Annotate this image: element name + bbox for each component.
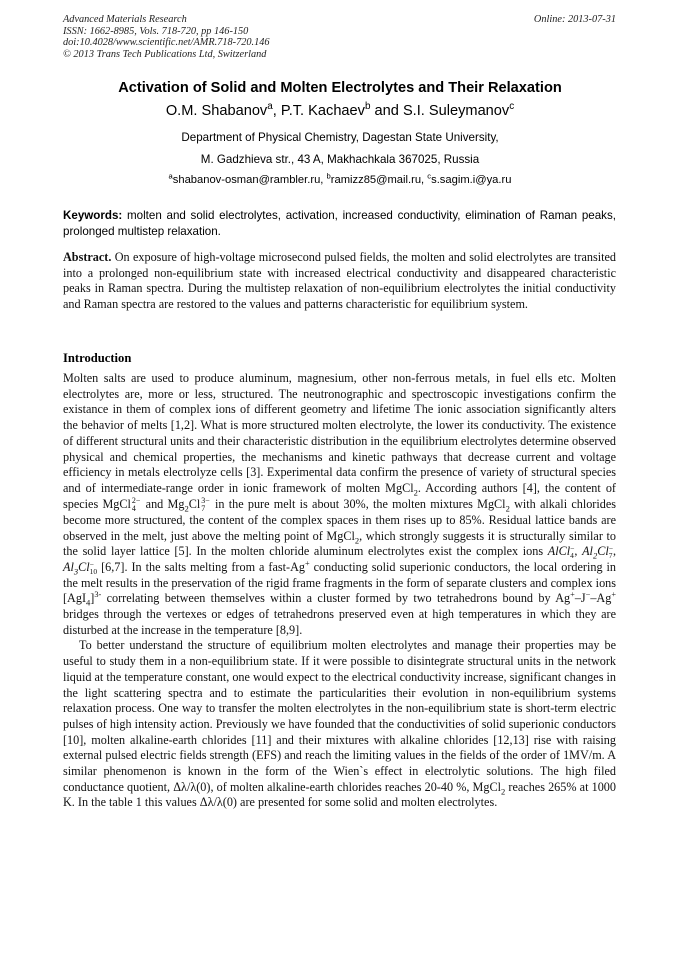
subscript: 2: [184, 503, 189, 514]
text-run: Cl: [188, 496, 201, 511]
formula: Al: [63, 559, 74, 574]
text-run: . According authors [4], the content of species MgCl: [63, 480, 616, 511]
subscript: 4: [86, 597, 91, 608]
superscript: −: [89, 560, 94, 570]
online-date: Online: 2013-07-31: [533, 14, 616, 25]
superscript: −: [570, 544, 575, 554]
text-run: ,: [612, 544, 616, 559]
subscript: 4: [570, 551, 574, 561]
text-run: ,: [574, 544, 583, 559]
author-separator: and: [370, 103, 403, 119]
affiliation-mark: c: [509, 101, 515, 113]
affiliation-address: M. Gadzhieva str., 43 A, Makhachkala 367025, Russia: [200, 153, 480, 166]
keywords-block: [63, 208, 616, 239]
formula: Cl: [597, 544, 609, 559]
superscript: 2−: [131, 495, 141, 505]
paragraph: [63, 638, 616, 811]
superscript: 3-: [94, 590, 102, 600]
email-link[interactable]: s.sagim.i@ya.ru: [431, 174, 512, 186]
keywords-label: Keywords:: [63, 209, 123, 222]
text-run: and Mg: [141, 496, 185, 511]
paragraph: [63, 371, 616, 638]
affiliation-mark: b: [364, 101, 371, 113]
email-mark: a: [168, 171, 173, 181]
abstract-text: On exposure of high-voltage microsecond pulsed fields, the molten and solid electrolytes are transited into a prolonged non-equilibrium state with increased electrical conductivity and disappeared characteristic peaks in Raman spectra. During the multistep relaxation of non-equilibrium electrolytes the initial conductivity and Raman spectra are restored to the values and patterns characteristic for equilibrium system.: [63, 250, 616, 312]
superscript: 3−: [201, 495, 210, 505]
text-run: bridges through the vertexes or edges of tetrahedrons preserved even at high temperatures in which they are disturbed at the increase in the temperature [8,9].: [63, 607, 616, 637]
subscript: 10: [89, 567, 98, 577]
introduction-body: [63, 371, 616, 811]
formula: Cl: [78, 559, 90, 574]
formula: AlCl: [547, 544, 571, 559]
subscript: 3: [73, 566, 79, 577]
superscript: +: [570, 590, 575, 600]
formula: Al: [582, 544, 593, 559]
abstract-label: Abstract.: [63, 250, 112, 264]
author-list: [40, 103, 640, 119]
text-run: reaches 265% at 1000 K. In the table 1 this values Δλ/λ(0) are presented for some solid and molten electrolytes.: [63, 779, 616, 810]
doi-line: doi:10.4028/www.scientific.net/AMR.718-720.146: [63, 37, 270, 49]
author-name: S.I. Suleymanov: [402, 103, 510, 119]
subscript: 2: [354, 534, 360, 545]
affiliation-mark: a: [267, 101, 273, 113]
email-mark: c: [427, 171, 432, 181]
subscript: 7: [201, 503, 206, 513]
subscript: 2: [500, 786, 506, 797]
section-heading-introduction: Introduction: [63, 351, 132, 365]
copyright-line: © 2013 Trans Tech Publications Ltd, Switzerland: [63, 48, 267, 60]
superscript: −: [608, 544, 613, 554]
subscript: 2: [592, 550, 598, 561]
email-mark: b: [326, 171, 331, 181]
superscript: +: [611, 590, 616, 600]
subscript: 4: [131, 503, 136, 513]
text-run: ]: [90, 591, 95, 606]
text-run: Molten salts are used to produce aluminum, magnesium, other non-ferrous metals, in fuel ells etc. Molten electrolytes are, more or less, structured. The neutronographic and spectroscopic investigations confirm the existance in them of complex ions of different geometry and lifetime The ionic association significantly alters the behavior of melts [1,2]. What is more structured molten electrolyte, the lower its conductivity. The existence of different structural units and their characteristic distribution in the equilibrium electrolytes determine observed physical and chemical properties, the mechanisms and kinetic pathways that decrease current and voltage efficiency in metals electrolyze cells [3]. Experimental data confirm the presence of variety of structural species and of intermediate-range order in ionic framework of molten MgCl: [63, 371, 616, 495]
affiliation-department: Department of Physical Chemistry, Dagestan State University,: [181, 131, 499, 144]
keywords-text: molten and solid electrolytes, activation, increased conductivity, elimination of Raman peaks, prolonged multistep relaxation.: [63, 209, 616, 238]
author-name: P.T. Kachaev: [280, 103, 365, 119]
text-run: , which strongly suggests it is structurally similar to the solid layer lattice [5]. In the molten chloride aluminum electrolytes exist the complex ions: [63, 528, 616, 559]
formula-scripts: [201, 497, 210, 513]
abstract-block: [63, 250, 616, 313]
text-run: conducting solid superionic conductors, the local ordering in the melt results in the preservation of the rigid frame fragments in the form of separate clusters and complex ions [AgI: [63, 559, 616, 606]
text-run: –Ag: [590, 591, 612, 606]
paper-title: Activation of Solid and Molten Electrolytes and Their Relaxation: [118, 80, 562, 96]
superscript: −: [585, 590, 591, 600]
subscript: 7: [608, 551, 613, 561]
author-separator: ,: [272, 103, 281, 119]
superscript: +: [304, 558, 310, 568]
subscript: 2: [505, 503, 510, 514]
email-link[interactable]: shabanov-osman@rambler.ru,: [172, 174, 327, 186]
text-run: correlating between themselves within a cluster formed by two tetrahedrons bound by Ag: [101, 591, 571, 606]
text-run: with alkali chlorides become more structured, the content of the complex spaces in them rises up to 85%. Residual lattice bands are observed in the melt, just above the melting point of MgCl: [63, 496, 616, 543]
formula-scripts: [132, 497, 141, 513]
text-run: –J: [574, 591, 586, 606]
text-run: in the pure melt is about 30%, the molten mixtures MgCl: [210, 496, 506, 511]
author-name: O.M. Shabanov: [165, 103, 268, 119]
formula-scripts: [90, 561, 98, 575]
journal-name: Advanced Materials Research: [63, 14, 187, 25]
running-header: [63, 14, 616, 60]
subscript: 2: [413, 487, 418, 498]
email-link[interactable]: ramizz85@mail.ru,: [330, 174, 428, 186]
text-run: To better understand the structure of equilibrium molten electrolytes and manage their properties may be useful to study them in a non-equilibrium state. If it were possible to disintegrate structural units in the network liquid at the temperature constant, one would expect to the electrical conductivity increase, significant changes in the light scattering spectra and to estimate the particularities their evolution in non-equilibrium systems relaxation process. One way to transfer the molten electrolytes in the non-equilibrium state is short-term electric pulses of high intensity action. Previously we have founded that the conductivities of solid superionic conductors [10], molten alkaline-earth chlorides [11] and their mixtures with alkaline chlorides [12,13] rise with raising external pulsed electric fields strength (EFS) and reach the limiting values in the fields of the order of 1MV/m. A similar phenomenon is known in the form of the Wien`s effect in electrolytic solutions. The high filed conductance quotient, Δλ/λ(0), of molten alkaline-earth chlorides reaches 20-40 %, MgCl: [63, 638, 616, 794]
author-emails: [40, 171, 640, 186]
issn-line: ISSN: 1662-8985, Vols. 718-720, pp 146-150: [63, 25, 249, 37]
text-run: [6,7]. In the salts melting from a fast-Ag: [97, 559, 305, 574]
